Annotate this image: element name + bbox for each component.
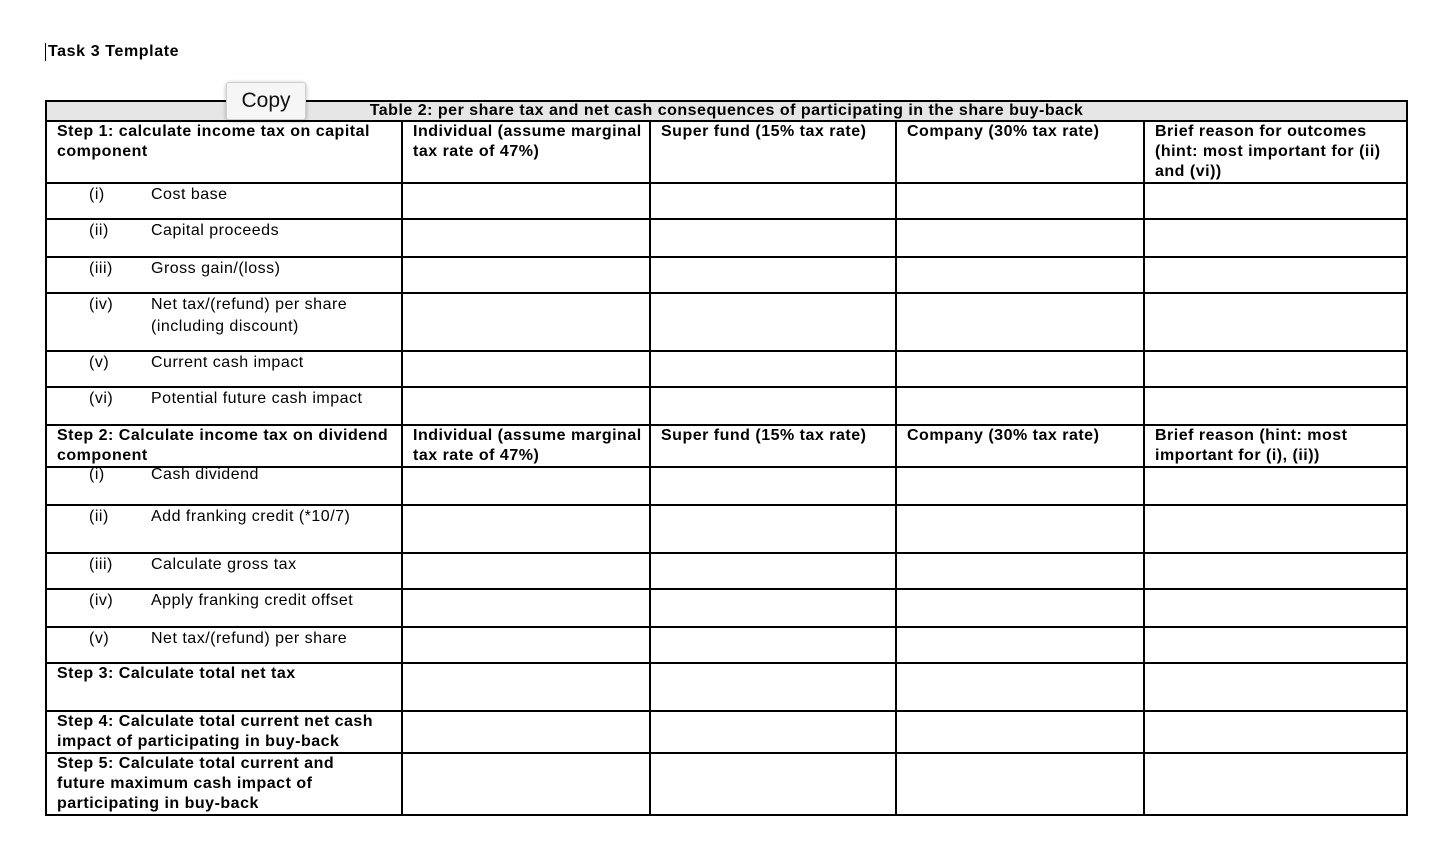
- input-cell[interactable]: [402, 663, 650, 711]
- input-cell[interactable]: [896, 505, 1144, 553]
- input-cell[interactable]: [402, 711, 650, 753]
- input-cell[interactable]: [402, 351, 650, 387]
- input-cell[interactable]: [896, 589, 1144, 627]
- input-cell[interactable]: [650, 183, 896, 219]
- input-cell[interactable]: [402, 627, 650, 663]
- row-label-cell: [46, 183, 402, 219]
- row-label-cell: [46, 387, 402, 425]
- table-row: [46, 505, 1407, 553]
- input-cell[interactable]: [896, 257, 1144, 293]
- col-individual: Individual (assume marginal tax rate of 47%): [402, 425, 650, 467]
- row-number: (iv): [89, 592, 114, 609]
- input-cell[interactable]: [1144, 183, 1407, 219]
- input-cell[interactable]: [896, 663, 1144, 711]
- input-cell[interactable]: [896, 753, 1144, 815]
- table-row: [46, 627, 1407, 663]
- row-number: (ii): [89, 508, 109, 525]
- document-title: Task 3 Template: [45, 43, 179, 61]
- table-row: [46, 589, 1407, 627]
- row-number: (i): [89, 466, 105, 483]
- col-brief-reason: Brief reason (hint: most important for (i), (ii)): [1144, 425, 1407, 467]
- row-label-cell: [46, 467, 402, 505]
- input-cell[interactable]: [1144, 387, 1407, 425]
- input-cell[interactable]: [1144, 351, 1407, 387]
- step4-row: [46, 711, 1407, 753]
- input-cell[interactable]: [896, 627, 1144, 663]
- row-label-cell: [46, 257, 402, 293]
- input-cell[interactable]: [402, 505, 650, 553]
- table-row: [46, 293, 1407, 351]
- input-cell[interactable]: [896, 293, 1144, 351]
- input-cell[interactable]: [896, 553, 1144, 589]
- input-cell[interactable]: [896, 387, 1144, 425]
- row-label: Capital proceeds: [151, 222, 280, 239]
- input-cell[interactable]: [1144, 753, 1407, 815]
- input-cell[interactable]: [1144, 219, 1407, 257]
- input-cell[interactable]: [402, 553, 650, 589]
- col-company: Company (30% tax rate): [896, 425, 1144, 467]
- step1-label: Step 1: calculate income tax on capital component: [46, 121, 402, 183]
- row-label-cell: [46, 293, 402, 351]
- row-label: Potential future cash impact: [151, 390, 363, 407]
- step2-label: Step 2: Calculate income tax on dividend component: [46, 425, 402, 467]
- row-number: (ii): [89, 222, 109, 239]
- row-label: Current cash impact: [151, 354, 304, 371]
- input-cell[interactable]: [1144, 257, 1407, 293]
- table-row: [46, 257, 1407, 293]
- row-label: Calculate gross tax: [151, 556, 297, 573]
- row-label-cell: [46, 219, 402, 257]
- step5-row: [46, 753, 1407, 815]
- input-cell[interactable]: [402, 589, 650, 627]
- input-cell[interactable]: [1144, 589, 1407, 627]
- input-cell[interactable]: [896, 467, 1144, 505]
- table-row: [46, 351, 1407, 387]
- input-cell[interactable]: [1144, 627, 1407, 663]
- row-number: (i): [89, 186, 105, 203]
- input-cell[interactable]: [402, 257, 650, 293]
- row-label-cell: [46, 505, 402, 553]
- input-cell[interactable]: [1144, 711, 1407, 753]
- input-cell[interactable]: [402, 183, 650, 219]
- col-super-fund: Super fund (15% tax rate): [650, 121, 896, 183]
- col-super-fund: Super fund (15% tax rate): [650, 425, 896, 467]
- input-cell[interactable]: [650, 467, 896, 505]
- row-number: (vi): [89, 390, 114, 407]
- table-row: [46, 553, 1407, 589]
- row-label-cell: [46, 627, 402, 663]
- input-cell[interactable]: [896, 183, 1144, 219]
- input-cell[interactable]: [650, 387, 896, 425]
- input-cell[interactable]: [402, 293, 650, 351]
- col-individual: Individual (assume marginal tax rate of 47%): [402, 121, 650, 183]
- input-cell[interactable]: [650, 351, 896, 387]
- row-label: Cash dividend: [151, 466, 259, 483]
- input-cell[interactable]: [650, 553, 896, 589]
- table-row: [46, 387, 1407, 425]
- row-number: (iii): [89, 556, 113, 573]
- step3-label: Step 3: Calculate total net tax: [46, 663, 402, 711]
- row-number: (iii): [89, 260, 113, 277]
- input-cell[interactable]: [1144, 553, 1407, 589]
- input-cell[interactable]: [1144, 293, 1407, 351]
- input-cell[interactable]: [896, 351, 1144, 387]
- input-cell[interactable]: [650, 627, 896, 663]
- col-company: Company (30% tax rate): [896, 121, 1144, 183]
- step4-label: Step 4: Calculate total current net cash impact of participating in buy-back: [46, 711, 402, 753]
- row-label-cell: [46, 589, 402, 627]
- input-cell[interactable]: [650, 589, 896, 627]
- step2-header-row: [46, 425, 1407, 467]
- input-cell[interactable]: [650, 711, 896, 753]
- input-cell[interactable]: [650, 219, 896, 257]
- row-number: (v): [89, 630, 110, 647]
- row-label: Apply franking credit offset: [151, 592, 354, 609]
- col-brief-reason: Brief reason for outcomes (hint: most important for (ii) and (vi)): [1144, 121, 1407, 183]
- row-label-cell: [46, 351, 402, 387]
- input-cell[interactable]: [1144, 467, 1407, 505]
- row-label: Cost base: [151, 186, 228, 203]
- row-number: (iv): [89, 296, 114, 313]
- input-cell[interactable]: [402, 387, 650, 425]
- table-row: [46, 467, 1407, 505]
- table-caption: Table 2: per share tax and net cash consequences of participating in the share buy-back: [46, 101, 1407, 121]
- table-row: [46, 219, 1407, 257]
- step3-row: [46, 663, 1407, 711]
- table-row: [46, 183, 1407, 219]
- tax-consequences-table: [45, 100, 1408, 816]
- row-label: Net tax/(refund) per share (including discount): [151, 296, 348, 335]
- input-cell[interactable]: [650, 293, 896, 351]
- row-label: Net tax/(refund) per share: [151, 630, 348, 647]
- step1-header-row: [46, 121, 1407, 183]
- row-label: Gross gain/(loss): [151, 260, 281, 277]
- input-cell[interactable]: [402, 753, 650, 815]
- row-number: (v): [89, 354, 110, 371]
- input-cell[interactable]: [402, 219, 650, 257]
- row-label: Add franking credit (*10/7): [151, 508, 351, 525]
- input-cell[interactable]: [650, 753, 896, 815]
- step5-label: Step 5: Calculate total current and future maximum cash impact of participating in buy-back: [46, 753, 402, 815]
- input-cell[interactable]: [650, 257, 896, 293]
- copy-popup-button[interactable]: Copy: [226, 82, 306, 120]
- input-cell[interactable]: [896, 219, 1144, 257]
- input-cell[interactable]: [896, 711, 1144, 753]
- input-cell[interactable]: [650, 505, 896, 553]
- input-cell[interactable]: [650, 663, 896, 711]
- input-cell[interactable]: [1144, 505, 1407, 553]
- input-cell[interactable]: [1144, 663, 1407, 711]
- input-cell[interactable]: [402, 467, 650, 505]
- row-label-cell: [46, 553, 402, 589]
